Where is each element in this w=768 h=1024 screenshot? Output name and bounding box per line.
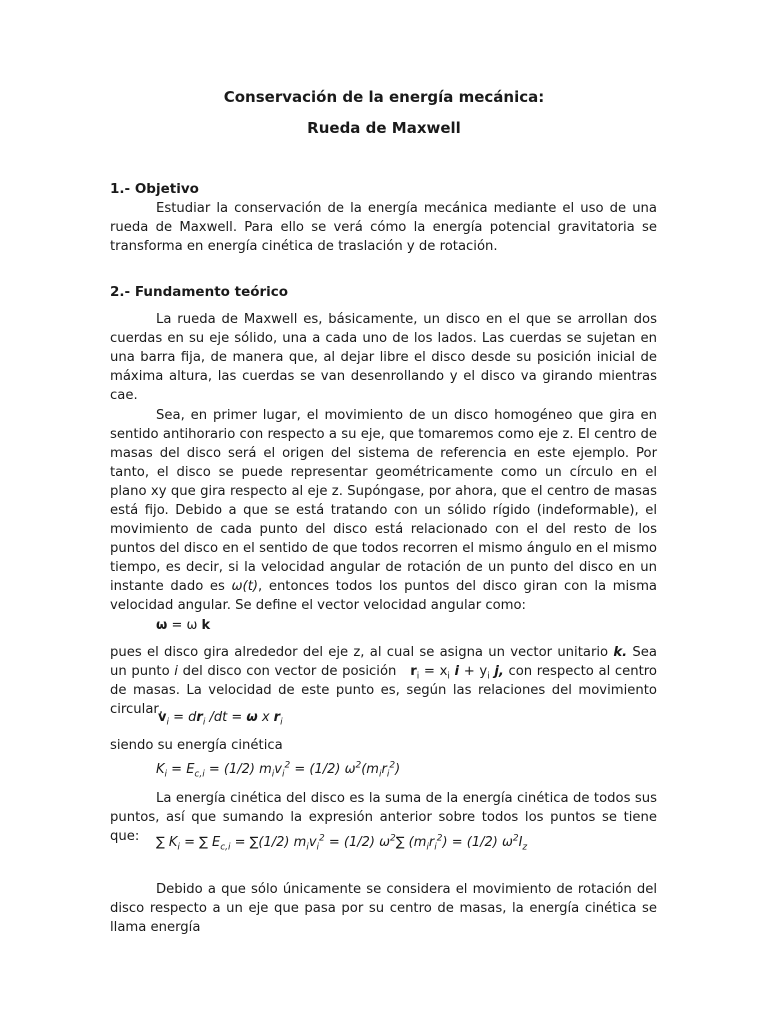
equation-kinetic-energy-point: $K_i = E_{c,i} = (1/2) m_iv_i^2 = (1/2)$ $\omega^2(m_ir_i^2)$ [156, 760, 401, 780]
paragraph-kinetic-energy-sum: La energía cinética del disco es la suma de la energía cinética de todos sus puntos, así que sumando la expresión anterior sobre todos los puntos se tiene que: [110, 791, 657, 844]
paragraph-rotation-energy: Debido a que sólo únicamente se considera el movimiento de rotación del disco respecto a un eje que pasa por su centro de masas, la energía cinética se llama energía [110, 882, 657, 935]
section-heading-objetivo: 1.- Objetivo [110, 181, 199, 197]
paragraph-kinetic-energy-intro: siendo su energía cinética [110, 738, 283, 753]
paragraph-rueda-maxwell: La rueda de Maxwell es, básicamente, un disco en el que se arrollan dos cuerdas en su eje sólido, una a cada uno de los lados. Las cuerdas se sujetan en una barra fija, de manera que, al dejar libre el disco desde su posición inicial de máxima altura, las cuerdas se van desenrollando y el disco va girando mientras cae. [110, 312, 657, 403]
equation-kinetic-energy-sum: ∑ $K_i$ = ∑ $E_{c,i} = \sum(1/2) m_iv_i^2 = (1/2)$ $\omega^2\sum$ $(m_ir_i^2) = (1/2)$ $\omega^2I_z$ [156, 833, 528, 853]
document-title: Conservación de la energía mecánica: [223, 88, 545, 106]
document-subtitle: Rueda de Maxwell [307, 119, 461, 137]
equation-velocity: $v_i = dr_i$ /dt = ω x $r_i$ [158, 710, 283, 728]
section-heading-fundamento: 2.- Fundamento teórico [110, 284, 289, 300]
paragraph-objetivo: Estudiar la conservación de la energía mecánica mediante el uso de una rueda de Maxwell. Para ello se verá cómo la energía potencial gravitatoria se transforma en energía cinética de traslación y de rotación. [110, 201, 657, 254]
paragraph-disco-homogeneo: Sea, en primer lugar, el movimiento de un disco homogéneo que gira en sentido antihorario con respecto a su eje, que tomaremos como eje z. El centro de masas del disco será el origen del sistema de referencia en este ejemplo. Por tanto, el disco se puede representar geométricamente como un círculo en el plano xy que gira respecto al eje z. Supóngase, por ahora, que el centro de masas está fijo. Debido a que se está tratando con un sólido rígido (indeformable), el movimiento de cada punto del disco está relacionado con el del resto de los puntos del disco en el sentido de que todos recorren el mismo ángulo en el mismo tiempo, es decir, si la velocidad angular de rotación de un punto del disco en un instante dado es ω(t), entonces todos los puntos del disco giran con la misma velocidad angular. Se define el vector velocidad angular como: [110, 408, 657, 613]
equation-angular-velocity: ω = ω k [156, 618, 211, 633]
paragraph-unit-vector: pues el disco gira alrededor del eje z, al cual se asigna un vector unitario k. Sea un punto i del disco con vector de posición $r_i = x_i$ $i + y_i$ j, con respecto al centro de masas. La velocidad de este punto es, según las relaciones del movimiento circular, [110, 645, 657, 717]
